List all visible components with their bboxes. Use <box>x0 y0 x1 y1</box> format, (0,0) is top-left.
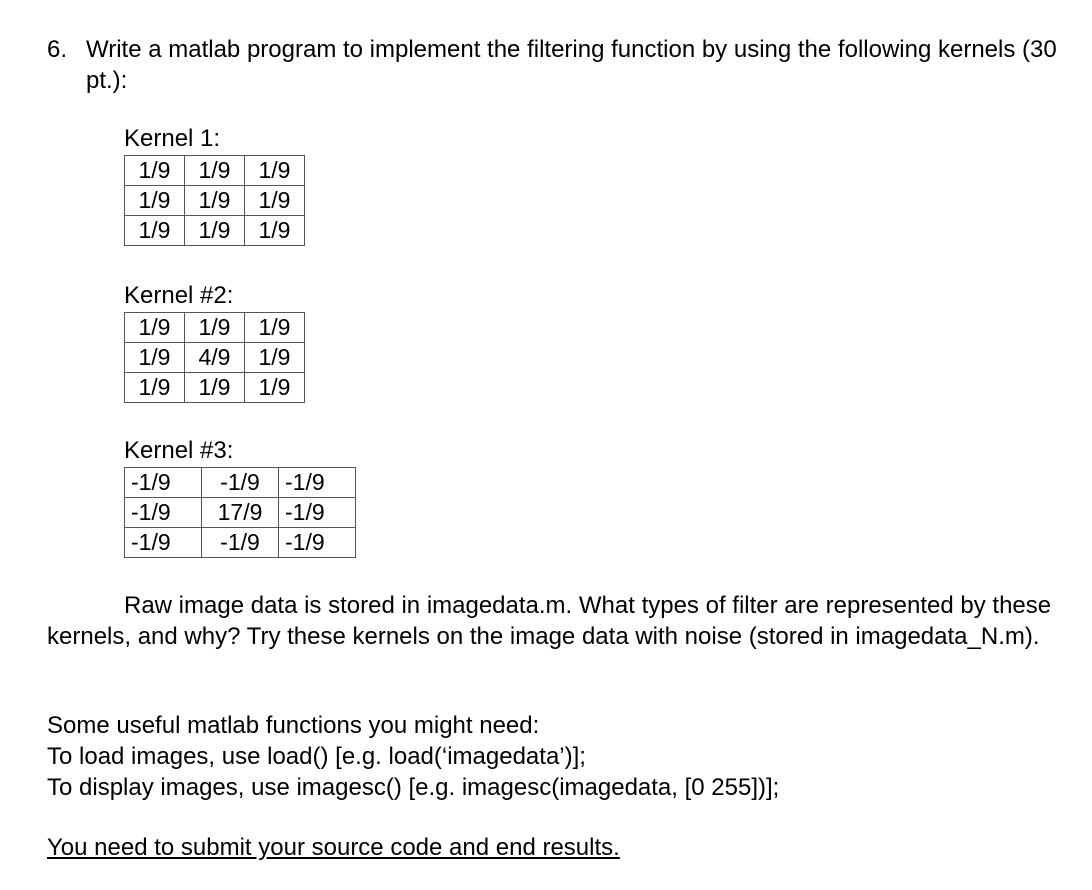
kernel-cell: 1/9 <box>245 216 305 246</box>
kernel-cell: 1/9 <box>245 313 305 343</box>
kernel-cell: -1/9 <box>279 498 356 528</box>
kernel-cell: 1/9 <box>125 216 185 246</box>
kernel-cell: -1/9 <box>125 498 202 528</box>
table-row <box>125 313 305 343</box>
instructions-paragraph: Raw image data is stored in imagedata.m. What types of filter are represented by these kernels, and why? Try these kernels on the image data with noise (stored in imagedata_N.m). <box>47 592 1052 650</box>
kernel-3-title: Kernel #3: <box>124 437 234 464</box>
kernel-cell: -1/9 <box>125 528 202 558</box>
kernel-cell: 1/9 <box>125 156 185 186</box>
table-row <box>125 186 305 216</box>
kernel-cell: 1/9 <box>185 373 245 403</box>
functions-intro: Some useful matlab functions you might need: <box>47 712 540 739</box>
question-number: 6. <box>47 36 68 63</box>
kernel-3-table <box>124 467 356 558</box>
kernel-cell: 1/9 <box>125 343 185 373</box>
load-function-note: To load images, use load() [e.g. load(‘imagedata’)]; <box>47 743 586 770</box>
kernel-cell: 1/9 <box>125 186 185 216</box>
kernel-cell: -1/9 <box>202 528 279 558</box>
question-heading <box>47 34 1087 96</box>
kernel-cell: 1/9 <box>185 186 245 216</box>
question-text: Write a matlab program to implement the filtering function by using the following kernels (30 pt.): <box>86 36 1057 94</box>
kernel-cell: 1/9 <box>185 156 245 186</box>
kernel-2-table <box>124 312 305 403</box>
table-row <box>125 156 305 186</box>
kernel-cell: -1/9 <box>125 468 202 498</box>
display-function-note: To display images, use imagesc() [e.g. imagesc(imagedata, [0 255])]; <box>47 774 780 801</box>
kernel-cell: 1/9 <box>245 343 305 373</box>
kernel-cell: 1/9 <box>245 373 305 403</box>
kernel-1-block <box>124 125 305 246</box>
kernel-cell: 1/9 <box>185 313 245 343</box>
table-row <box>125 528 356 558</box>
kernel-cell: 4/9 <box>185 343 245 373</box>
kernel-cell: 1/9 <box>245 156 305 186</box>
table-row <box>125 498 356 528</box>
kernel-2-block <box>124 282 305 403</box>
kernel-cell: 1/9 <box>245 186 305 216</box>
kernel-cell: -1/9 <box>279 528 356 558</box>
kernel-cell: -1/9 <box>279 468 356 498</box>
kernel-cell: -1/9 <box>202 468 279 498</box>
table-row <box>125 216 305 246</box>
submit-note: You need to submit your source code and end results. <box>47 834 620 861</box>
kernel-3-block <box>124 437 356 558</box>
kernel-cell: 1/9 <box>125 313 185 343</box>
kernel-cell: 17/9 <box>202 498 279 528</box>
table-row <box>125 343 305 373</box>
table-row <box>125 468 356 498</box>
kernel-2-title: Kernel #2: <box>124 282 234 309</box>
kernel-1-table <box>124 155 305 246</box>
kernel-cell: 1/9 <box>125 373 185 403</box>
kernel-1-title: Kernel 1: <box>124 125 221 152</box>
kernel-cell: 1/9 <box>185 216 245 246</box>
table-row <box>125 373 305 403</box>
